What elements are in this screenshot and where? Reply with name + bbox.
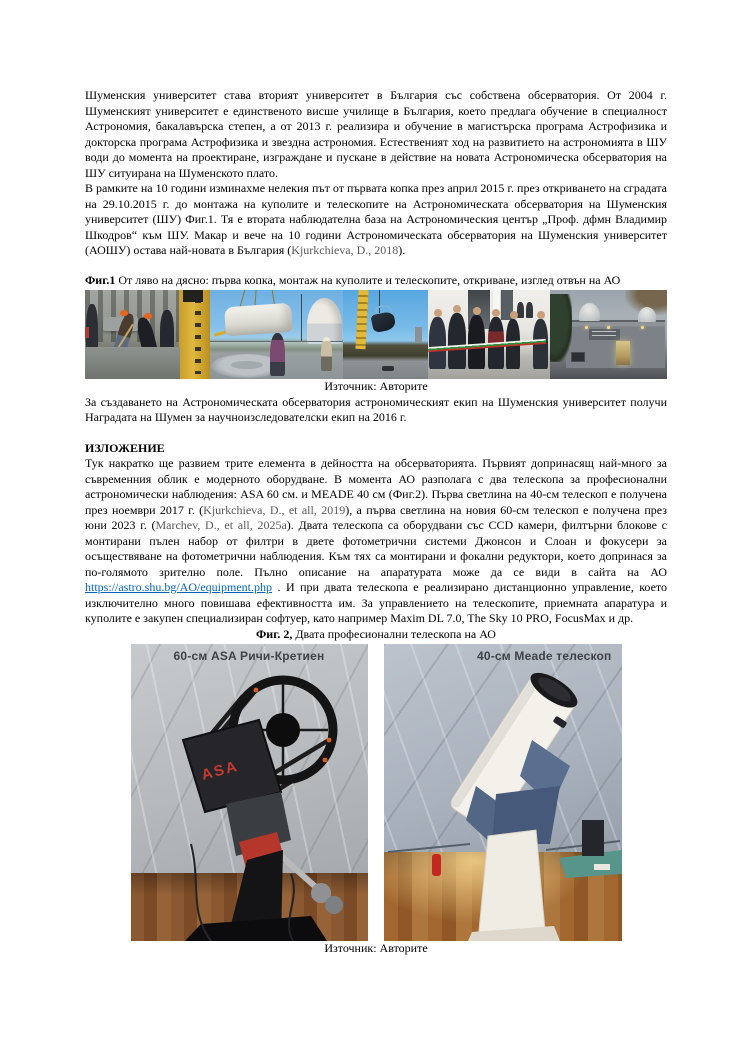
fig1-photo-strip <box>85 290 667 379</box>
fig2-source: Източник: Авторите <box>324 941 428 955</box>
digger-figure <box>160 310 174 360</box>
citation-marchev-2025a: Marchev, D., et all, 2025a <box>155 518 287 532</box>
equipment-page-link[interactable]: https://astro.shu.bg/AO/equipment.php <box>85 580 272 594</box>
light-dot <box>641 326 644 329</box>
fig1-photo-dome-mounting <box>210 290 343 379</box>
fig1-photo-groundbreaking <box>85 290 210 379</box>
orange-helmet-shape <box>120 310 128 316</box>
counterweight-disk <box>325 896 343 914</box>
fig2-caption-text: Двата професионални телескопа на АО <box>292 626 496 641</box>
plaque-shape <box>571 352 585 362</box>
fig1-photo-ribbon-cutting <box>428 290 550 379</box>
official-figure <box>429 317 446 369</box>
observer-figure <box>270 333 285 376</box>
balcony-figure <box>517 302 524 318</box>
fig2-photos <box>85 644 667 941</box>
railing-shape <box>388 844 470 852</box>
fig2-photo-asa-telescope <box>131 644 368 941</box>
conifer-tree-shape <box>550 294 572 362</box>
car-shape <box>382 366 394 371</box>
facade-sign-shape <box>589 329 621 340</box>
paper-shape <box>594 864 610 870</box>
antenna-shape <box>301 294 302 342</box>
meade-photo-label: 40-см Meade телескоп <box>476 649 612 663</box>
official-figure <box>468 315 485 369</box>
intro-paragraph: Шуменския университет става вторият университет в България със собствена обсерватория. От 2004 г. Шуменският университет е единственото висше училище в България, което предлага обучение в специалност Астрономия, бакалавърска степен, а от 2013 г. реализира и обучение в магистърска програма Астрофизика и докторска програма Астрофизика и звездна астрономия. Естественият ход на развитието на астрономията в ШУ води до момента на проектиране, изграждане и пускане в действие на новата Астрономическа обсерватория на ШУ ситуирана на Шуменското плато. <box>85 88 667 180</box>
computer-shape <box>582 820 604 856</box>
citation-kjurkchieva-2018: Kjurkchieva, D., 2018 <box>291 243 399 257</box>
asa-photo-label: 60-см ASA Ричи-Кретиен <box>173 649 325 663</box>
citation-kjurkchieva-2019: Kjurkchieva, D., et all, 2019 <box>203 502 346 517</box>
red-detail-shape <box>85 327 89 338</box>
fig1-photo-observatory-exterior <box>550 290 667 379</box>
page-content <box>85 88 667 957</box>
worker-figure <box>321 337 332 371</box>
fig2-caption <box>85 627 667 643</box>
asa-telescope-illustration <box>131 644 368 941</box>
body-text: . И при двата телескопа е реализирано дистанционно управление, което изключително много повишава ефективността им. За управлението на телескопите, приемната апаратура и куполите е закупен специализиран софтуер, като например Maxim DL 7.0, The Sky 10 PRO, FocusMax и др. <box>85 580 667 625</box>
fig1-photo-telescope-lift <box>343 290 428 379</box>
fig1-caption-label: Фиг.1 <box>85 272 116 287</box>
crane-mast-shape <box>355 290 368 349</box>
fire-extinguisher-shape <box>432 854 441 876</box>
asa-logo-text: ASA <box>199 757 240 784</box>
digger-figure <box>135 316 161 364</box>
light-dot <box>585 326 588 329</box>
fig1-source: Източник: Авторите <box>324 379 428 393</box>
award-paragraph: За създаването на Астрономическата обсерватория астрономическият екип на Шуменския университет получи Наградата на Шумен за научноизследователски екип на 2016 г. <box>85 394 667 424</box>
orange-helmet-shape <box>144 313 152 319</box>
fig2-photo-meade-telescope <box>384 644 622 941</box>
fig1-caption-text: От ляво на дясно: първа копка, монтаж на куполите и телескопите, откриване, изглед отвън на АО <box>115 272 621 287</box>
body-text: ), а първа светлина на новия 60-см телескоп е получена през юни 2023 г. ( <box>85 502 667 532</box>
lifted-dome-shape <box>224 303 292 337</box>
telescope-load-shape <box>370 311 396 333</box>
distant-building-shape <box>415 327 422 342</box>
balcony-figure <box>526 302 533 318</box>
fig2-caption-label: Фиг. 2, <box>256 626 293 641</box>
history-text: В рамките на 10 години изминахме нелекия път от първата копка през април 2015 г. през откриването на сградата на 29.10.2015 г. до монтажа на куполите и телескопите на Астрономическата обсерватория на Шуменския университет (ШУ) Фиг.1. Тя е втората наблюдателна база на Астрономическия център „Проф. дфмн Владимир Шкодров“ към ШУ. Макар и вече на 10 години Астрономическата обсерватория на Шуменския университет (АОШУ) остава най-новата в България ( <box>85 181 667 257</box>
body-text: ). Двата телескопа са оборудвани със CCD камери, филтърни блокове с монтирани пълен набор от филтри в двете фотометрични системи Джонсон и Слоан и фокусери за осъществяване на фотометрични наблюдения. Към тях са монтирани и фокални редуктори, което допринася за по-голямото зрително поле. Пълно описание на апаратурата може да се види в сайта на АО <box>85 518 668 579</box>
section-heading: ИЗЛОЖЕНИЕ <box>85 440 165 455</box>
lit-entrance-shape <box>616 341 630 365</box>
fig1-caption <box>85 273 667 289</box>
white-column-shape <box>478 830 546 941</box>
body-text: Тук накратко ще развием трите елемента в дейността на обсерваторията. Първият допринасящ най-много за съвременния облик е модерното оборудване. В момента АО разполага с два телескопа за професионални астрономически наблюдения: ASA 60 см. и MEADE 40 см (Фиг.2). Първа светлина на 40-см телескоп е получена през ноември 2017 г. ( <box>85 456 667 517</box>
official-figure <box>448 313 466 369</box>
history-text-end: ). <box>398 243 406 257</box>
meade-telescope-illustration <box>384 644 622 941</box>
left-dome-shape <box>579 303 600 321</box>
yellow-rig-shape <box>179 290 210 379</box>
history-paragraph <box>85 181 667 259</box>
body-paragraph <box>85 456 667 627</box>
